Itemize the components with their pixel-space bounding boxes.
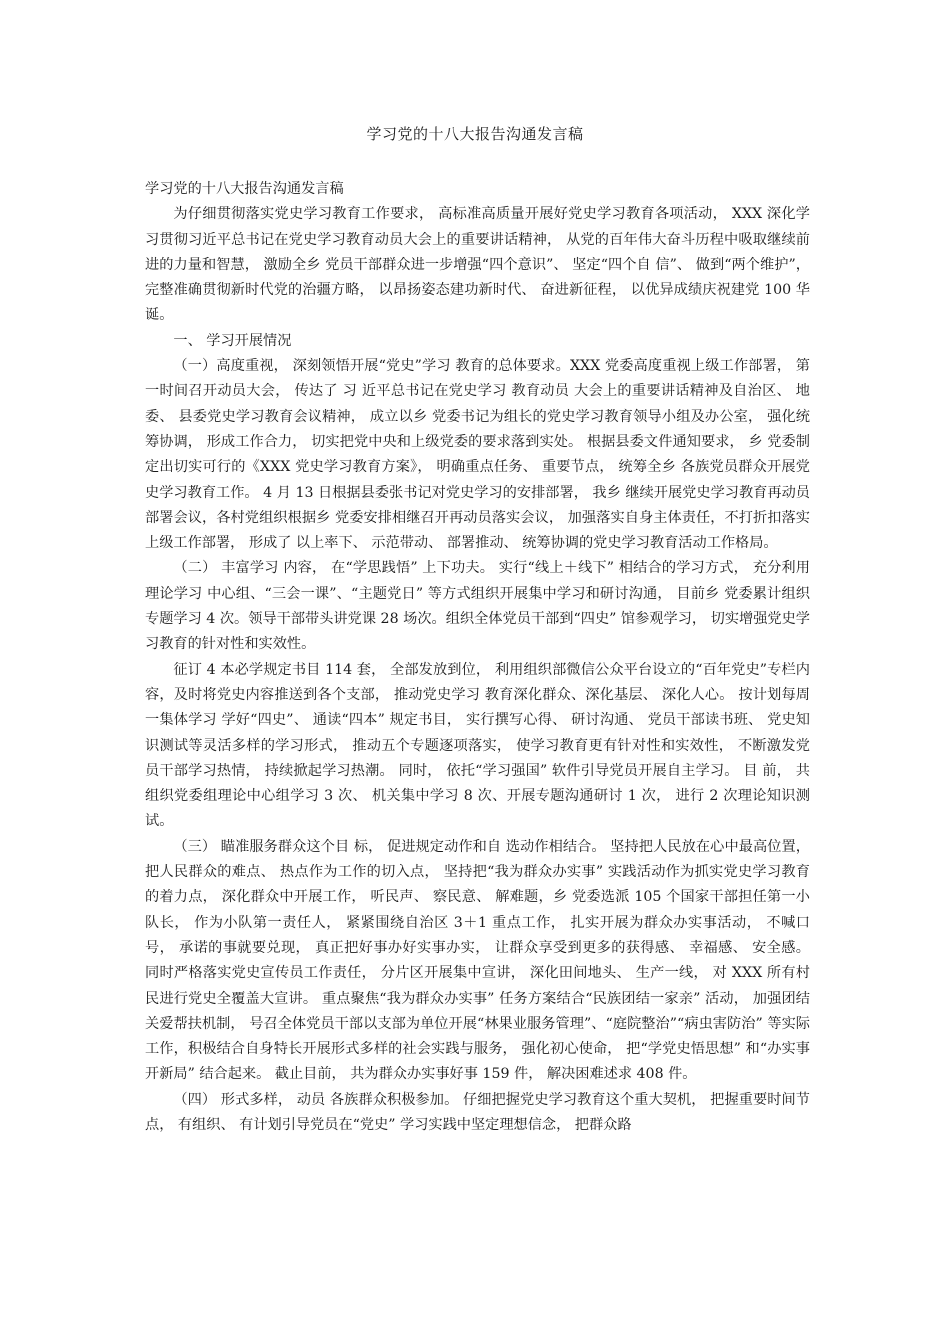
paragraph-section-1-1: （一）高度重视， 深刻领悟开展“党史”学习 教育的总体要求。XXX 党委高度重视上级工作部署， 第一时间召开动员大会， 传达了 习 近平总书记在党史学习 教育动员 大会上的重要讲话精神及自治区、 地委、 县委党史学习教育会议精神， 成立以乡 党委书记为组长的党史学习教育领导小组及办公室， 强化统筹协调， 形成工作合力， 切实把党中央和上级党委的要求落到实处。 根据县委文件通知要求， 乡 党委制定出切实可行的《XXX 党史学习教育方案》， 明确重点任务、 重要节点， 统筹全乡 各族党员群众开展党史学习教育工作。 4 月 13 日根据县委张书记对党史学习的安排部署， 我乡 继续开展党史学习教育再动员部署会议，各村党组织根据乡 党委安排相继召开再动员落实会议， 加强落实自身主体责任，不打折扣落实上级工作部署， 形成了 以上率下、 示范带动、 部署推动、 统筹协调的党史学习教育活动工作格局。 xyxy=(145,358,810,552)
section-heading-1: 一、 学习开展情况 xyxy=(173,332,292,349)
document-subtitle: 学习党的十八大报告沟通发言稿 xyxy=(145,181,344,197)
paragraph-section-1-3: （三） 瞄准服务群众这个目 标， 促进规定动作和自 选动作相结合。 坚持把人民放在心中最高位置， 把人民群众的难点、 热点作为工作的切入点， 坚持把“我为群众办实事” 实践活动作为抓实党史学习教育的着力点， 深化群众中开展工作， 听民声、 察民意、 解难题，乡 党委选派 105 个国家干部担任第一小队长， 作为小队第一责任人， 紧紧围绕自治区 3＋1 重点工作， 扎实开展为群众办实事活动， 不喊口 号， 承诺的事就要兑现， 真正把好事办好实事办实， 让群众享受到更多的获得感、 幸福感、 安全感。 同时严格落实党史宣传员工作责任， 分片区开展集中宣讲， 深化田间地头、 生产一线， 对 XXX 所有村民进行党史全覆盖大宣讲。 重点聚焦“我为群众办实事” 任务方案结合“民族团结一家亲” 活动， 加强团结关爱帮扶机制， 号召全体党员干部以支部为单位开展“林果业服务管理”、“庭院整治”“病虫害防治” 等实际工作，积极结合自身特长开展形式多样的社会实践与服务， 强化初心使命， 把“学党史悟思想” 和“办实事开新局” 结合起来。 截止目前， 共为群众办实事好事 159 件， 解决困难述求 408 件。 xyxy=(145,838,810,1083)
document-body xyxy=(145,177,810,1138)
paragraph-section-1-4: （四） 形式多样， 动员 各族群众积极参加。 仔细把握党史学习教育这个重大契机， 把握重要时间节点， 有组织、 有计划引导党员在“党史” 学习实践中坚定理想信念， 把群众路 xyxy=(145,1091,810,1133)
paragraph-section-1-2: （二） 丰富学习 内容， 在“学思践悟” 上下功夫。 实行“线上＋线下” 相结合的学习方式， 充分利用理论学习 中心组、“三会一课”、“主题党日” 等方式组织开展集中学习和研讨沟通， 目前乡 党委累计组织专题学习 4 次。领导干部带头讲党课 28 场次。组织全体党员干部到“四史” 馆参观学习， 切实增强党史学习教育的针对性和实效性。 xyxy=(145,560,810,653)
document-title: 学习党的十八大报告沟通发言稿 xyxy=(366,125,584,143)
intro-paragraph: 为仔细贯彻落实党史学习教育工作要求， 高标准高质量开展好党史学习教育各项活动， XXX 深化学习贯彻习近平总书记在党史学习教育动员大会上的重要讲话精神， 从党的百年伟大奋斗历程中吸取继续前进的力量和智慧， 激励全乡 党员干部群众进一步增强“四个意识”、 坚定“四个自 信”、 做到“两个维护”， 完整准确贯彻新时代党的治疆方略， 以昂扬姿态建功新时代、 奋进新征程， 以优异成绩庆祝建党 100 华诞。 xyxy=(145,206,810,324)
paragraph-section-1-2-cont: 征订 4 本必学规定书目 114 套， 全部发放到位， 利用组织部微信公众平台设立的“百年党史”专栏内容，及时将党史内容推送到各个支部， 推动党史学习 教育深化群众、深化基层、 深化人心。 按计划每周一集体学习 学好“四史”、 通读“四本” 规定书目， 实行撰写心得、 研讨沟通、 党员干部读书班、 党史知识测试等灵活多样的学习形式， 推动五个专题逐项落实， 使学习教育更有针对性和实效性， 不断激发党员干部学习热情， 持续掀起学习热潮。 同时， 依托“学习强国” 软件引导党员开展自主学习。 目 前， 共组织党委组理论中心组学习 3 次、 机关集中学习 8 次、开展专题沟通研讨 1 次， 进行 2 次理论知识测试。 xyxy=(145,661,810,830)
